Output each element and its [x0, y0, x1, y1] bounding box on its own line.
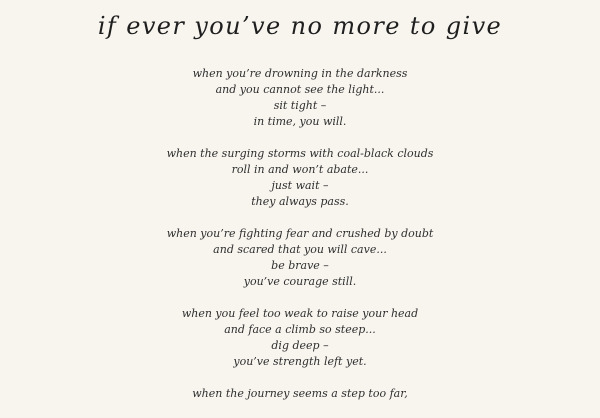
poem-line: dig deep – — [271, 339, 329, 352]
poem-line: and you cannot see the light... — [215, 83, 385, 96]
stanza-3 — [0, 226, 600, 290]
poem-line: when you’re drowning in the darkness — [192, 67, 408, 80]
poem-line: when you’re fighting fear and crushed by doubt — [166, 227, 434, 240]
poem-line: roll in and won’t abate... — [231, 163, 369, 176]
stanza-1 — [0, 66, 600, 130]
poem-line: and scared that you will cave... — [213, 243, 387, 256]
poem-line: when the journey seems a step too far, — [192, 387, 408, 400]
poem-line: be brave – — [271, 259, 329, 272]
poem-line: when the surging storms with coal-black clouds — [166, 147, 434, 160]
poem-line: they always pass. — [251, 195, 349, 208]
poem-line: you’ve courage still. — [243, 275, 357, 288]
poem-line: in time, you will. — [253, 115, 347, 128]
poem-body — [0, 66, 600, 418]
poem-title: if ever you’ve no more to give — [97, 12, 503, 40]
stanza-2 — [0, 146, 600, 210]
stanza-4 — [0, 306, 600, 370]
poem-line: sit tight – — [273, 99, 327, 112]
poem-line: just wait – — [271, 179, 329, 192]
poem-line: and face a climb so steep... — [224, 323, 376, 336]
poem-line: you’ve strength left yet. — [233, 355, 367, 368]
poem-line: when you feel too weak to raise your head — [181, 307, 419, 320]
